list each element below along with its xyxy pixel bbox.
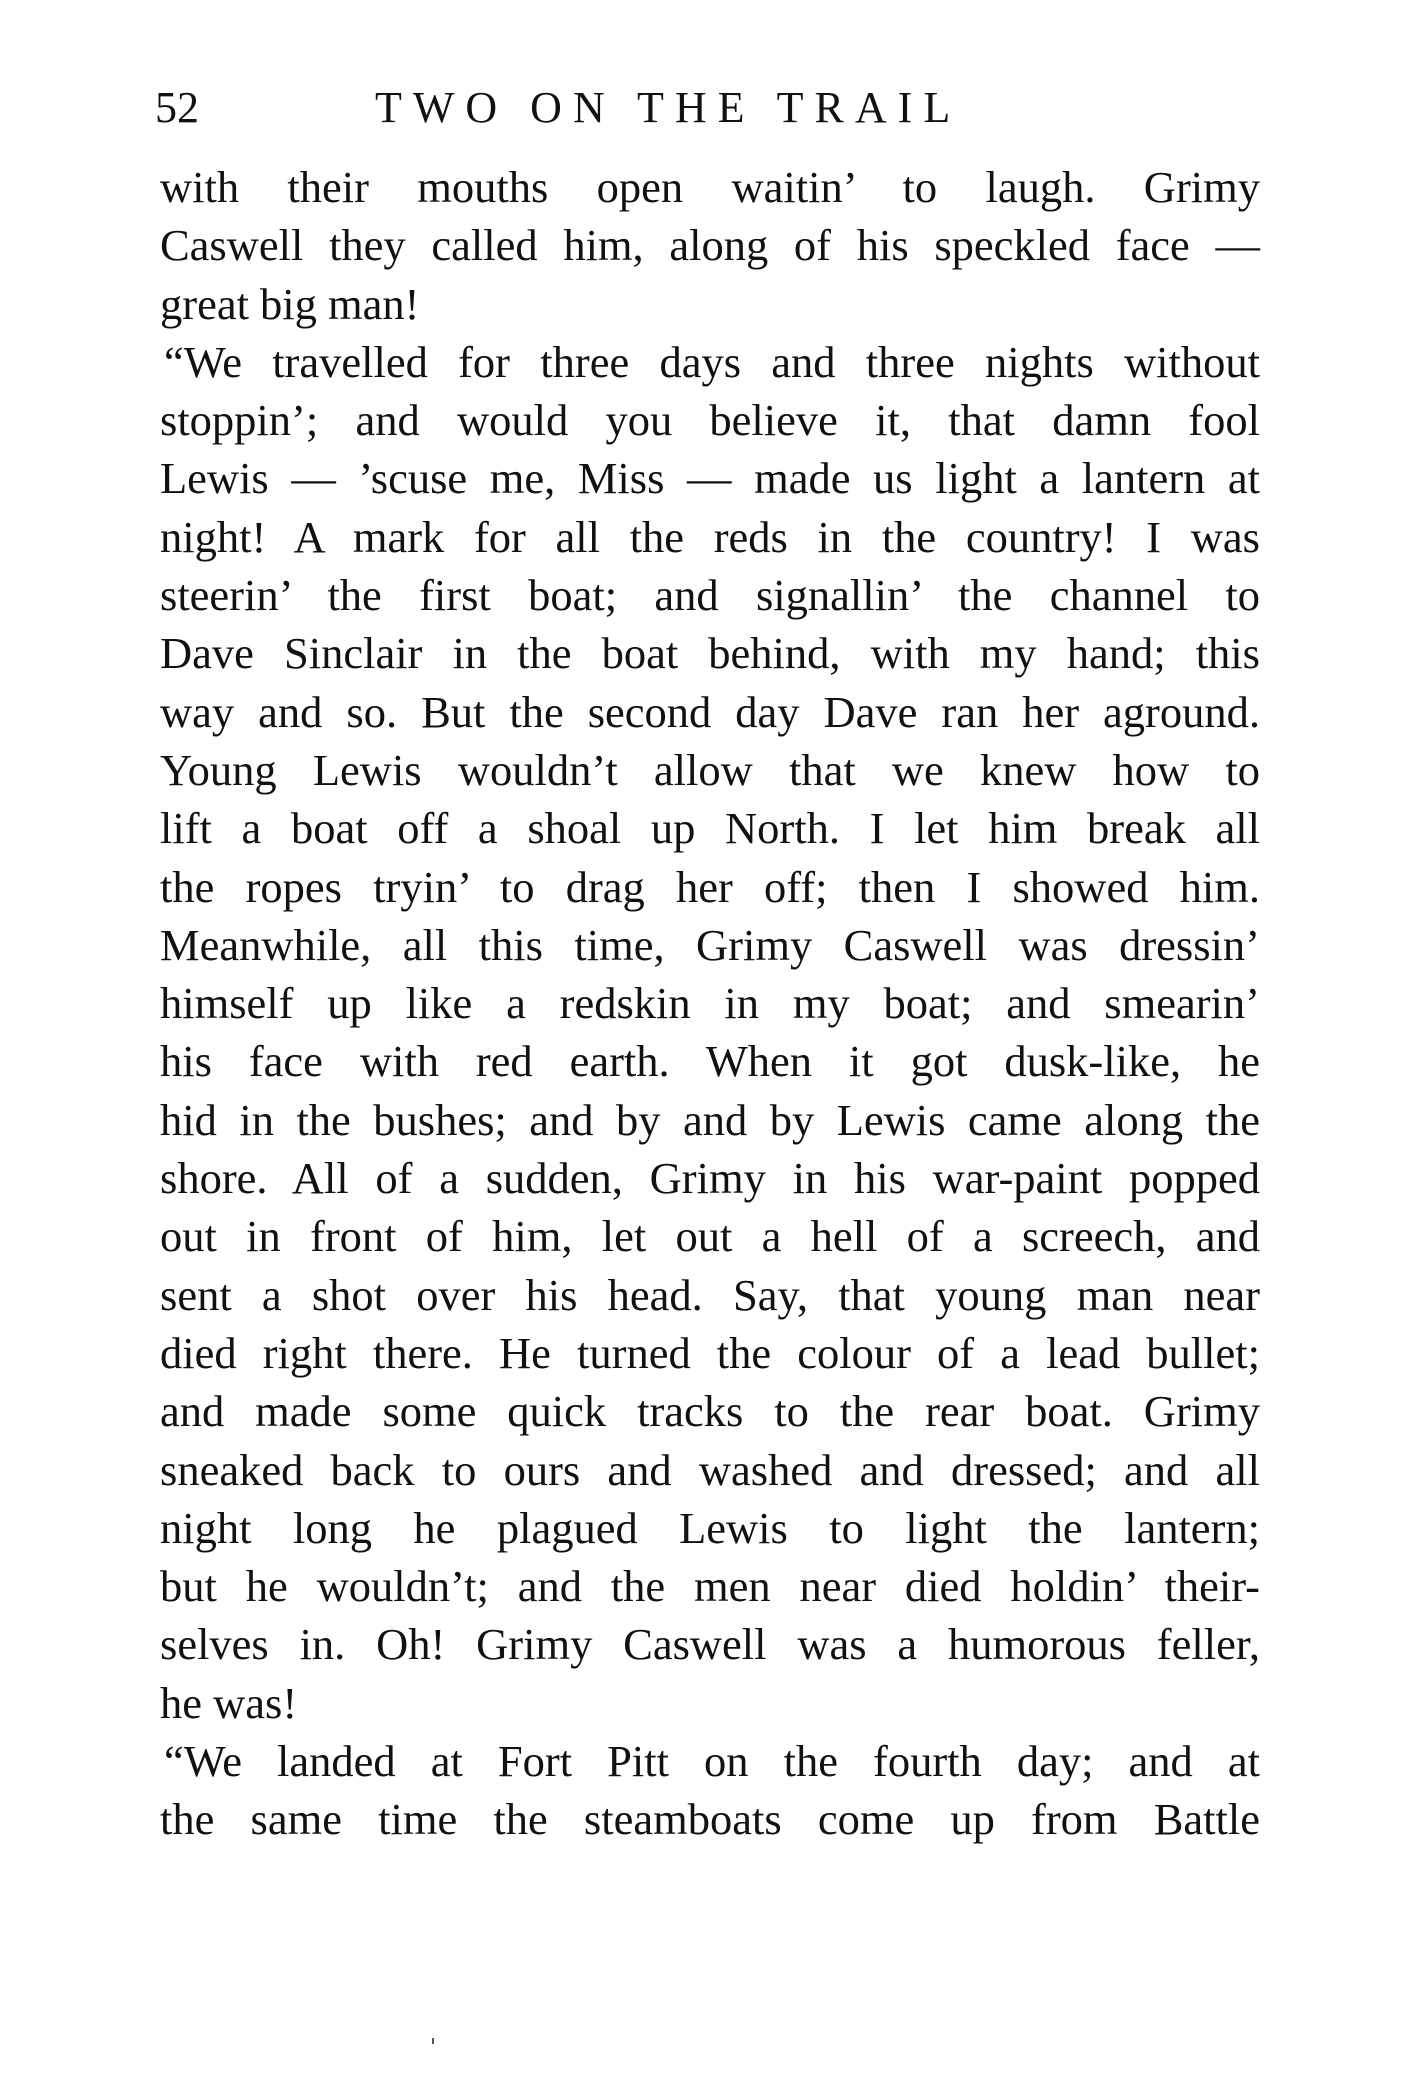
- text-line: but he wouldn’t; and the men near died holdin’ their-: [160, 1561, 1260, 1612]
- text-line: he was!: [160, 1677, 298, 1728]
- text-line: Caswell they called him, along of his speckled face —: [160, 220, 1260, 271]
- text-line: Lewis — ’scuse me, Miss — made us light a lantern at: [160, 453, 1260, 504]
- text-line: died right there. He turned the colour of a lead bullet;: [160, 1327, 1260, 1378]
- text-line: lift a boat off a shoal up North. I let him break all: [160, 803, 1260, 854]
- text-line: and made some quick tracks to the rear boat. Grimy: [160, 1386, 1260, 1437]
- text-line: Dave Sinclair in the boat behind, with my hand; this: [160, 628, 1260, 679]
- text-line: night long he plagued Lewis to light the lantern;: [160, 1502, 1260, 1553]
- book-title: TWO ON THE TRAIL: [375, 83, 962, 132]
- text-line: “We travelled for three days and three nights without: [164, 336, 1260, 387]
- text-line: Meanwhile, all this time, Grimy Caswell was dressin’: [160, 919, 1260, 970]
- ink-speck: [432, 2038, 434, 2044]
- text-line: sneaked back to ours and washed and dressed; and all: [160, 1444, 1260, 1495]
- text-line: the same time the steamboats come up from Battle: [160, 1794, 1260, 1845]
- text-line: Young Lewis wouldn’t allow that we knew how to: [160, 744, 1260, 795]
- text-line: with their mouths open waitin’ to laugh. Grimy: [160, 162, 1260, 212]
- running-head: [155, 78, 1275, 138]
- text-line: hid in the bushes; and by and by Lewis came along the: [160, 1094, 1260, 1145]
- text-line: out in front of him, let out a hell of a screech, and: [160, 1211, 1260, 1262]
- page-number: 52: [155, 83, 199, 132]
- text-line: great big man!: [160, 278, 420, 329]
- text-line: night! A mark for all the reds in the country! I was: [160, 511, 1260, 562]
- text-line: shore. All of a sudden, Grimy in his war-paint popped: [160, 1153, 1260, 1204]
- text-line: steerin’ the first boat; and signallin’ the channel to: [160, 570, 1260, 621]
- text-line: the ropes tryin’ to drag her off; then I showed him.: [160, 861, 1260, 912]
- body-text: [160, 158, 1260, 1849]
- text-line: himself up like a redskin in my boat; and smearin’: [160, 978, 1260, 1029]
- text-line: his face with red earth. When it got dusk-like, he: [160, 1036, 1260, 1087]
- text-line: way and so. But the second day Dave ran her aground.: [160, 686, 1260, 737]
- text-line: sent a shot over his head. Say, that young man near: [160, 1269, 1260, 1320]
- text-line: stoppin’; and would you believe it, that damn fool: [160, 395, 1260, 446]
- text-line: “We landed at Fort Pitt on the fourth day; and at: [164, 1736, 1260, 1787]
- text-line: selves in. Oh! Grimy Caswell was a humorous feller,: [160, 1619, 1260, 1670]
